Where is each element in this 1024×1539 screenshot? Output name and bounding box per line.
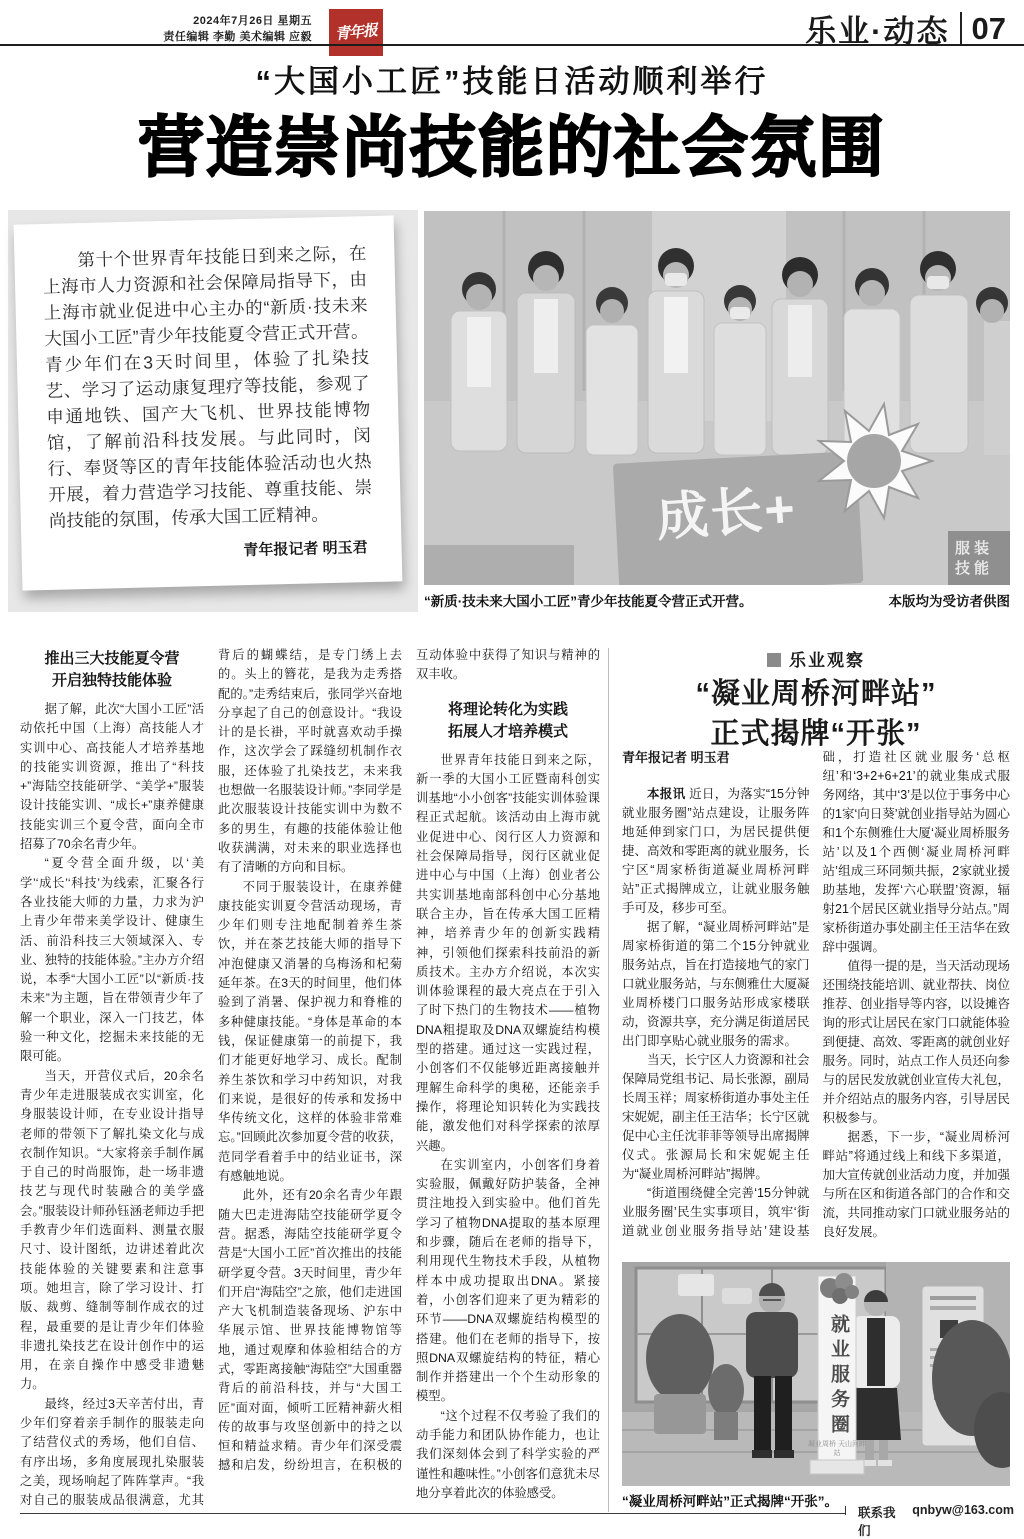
column-subhead: 将理论转化为实践 拓展人才培养模式 — [447, 700, 568, 740]
starburst-center — [847, 434, 901, 488]
plant — [708, 1364, 744, 1416]
masthead-meta — [86, 13, 312, 45]
column-subhead: 推出三大技能夏令营 开启独特技能体验 — [44, 650, 180, 689]
editors-line: 责任编辑 李勤 美术编辑 应毅 — [163, 31, 312, 43]
article-byline: 青年报记者 明玉君 — [622, 750, 730, 765]
body-paragraph: “街道围绕健全完善‘15分钟就业服务圈’民生实事项目，筑牢‘街道就业创业服务指导站’建设基础，打造社区就业服务‘总枢纽’和‘3+2+6+21’的就业集成式服务网络，其中‘3’是以位于事务中心的1家‘向日葵’就创业指导站为圆心和1个东侧雅仕大厦‘凝业周桥服务站’以及1个西侧‘凝业周桥河畔站’组成三环同频共振，2家就业援助基地，发挥‘六心联盟’资源，辐射21个居民区就业指导分站点。”周家桥街道办事处副主任王洁华在致辞中强调。 — [622, 750, 1010, 1238]
body-paragraph: 据悉，下一步，“凝业周桥河畔站”将通过线上和线下多渠道，加大宣传就创业活动力度，并加强与所在区和街道各部门的合作和交流，共同推动家门口就业服务站的良好发展。 — [822, 1130, 1010, 1239]
section-divider — [960, 12, 962, 46]
body-paragraph: 世界青年技能日到来之际，新一季的大国小工匠暨南科创实训基地“小小创客”技能实训体验课程正式起航。该活动由上海市就业促进中心、闵行区人力资源和社会保障局指导，闵行区就业促进中心与中国（上海）创业者公共实训基地南部科创中心分基地联合主办，旨在传承大国工匠精神，培养青少年的创新实践精神，引领他们探索科技前沿的新质技术。主办方介绍说，本次实训体验课程的最大亮点在于引入了时下热门的生物技术——植物DNA粗提取及DNA双螺旋结构模型的搭建。通过这一实践过程，小创客们不仅能够近距离接触并理解生命科学的奥秘，还能亲手操作，将理论知识转化为实践技能，激发他们对科学探索的浓厚兴趣。 — [416, 752, 600, 1153]
observer-headline-line1: “凝业周桥河畔站” — [695, 678, 937, 710]
observer-column-label — [622, 646, 1010, 671]
pillar-sign-text: 就业服务圈 — [828, 1314, 849, 1439]
window-poster — [678, 1274, 714, 1296]
intro-note-card — [14, 215, 403, 590]
body-paragraph: 当天，开营仪式后，20余名青少年走进服装成衣实训室，化身服装设计师，在专业设计指导老师的带领下了解扎染文化与成衣制作知识。“大家将亲手制作属于自己的时尚服饰，赴一场非遗技艺与现代时装融合的美学盛会。”服装设计师孙钰涵老师边手把手教青少年们选面料、测量衣服尺寸、设计图纸，边讲述着此次技能体验的关键要素和注意事项。她坦言，除了学习设计、打版、裁剪、缝制等制作成衣的过程，最重要的是让青少年们体验非遗扎染技艺在设计创作中的运用，在亲自操作中感受非遗魅力。 — [20, 1068, 204, 1392]
photo-credit: 本版均为受访者供图 — [888, 594, 1010, 609]
observer-headline — [622, 674, 1010, 754]
intro-byline: 青年报记者 明玉君 — [243, 539, 368, 560]
body-paragraph: 本报讯 近日，为落实“15分钟就业服务圈”站点建设，让服务阵地延伸到家门口，为居民提供便捷、高效和零距离的就业服务，长宁区“周家桥街道凝业周桥河畔站”正式揭牌成立，让就业服务触手可及，移步可至。 — [622, 787, 810, 915]
footer-contact — [858, 1503, 1014, 1539]
main-article-columns — [20, 646, 600, 1512]
logo-text: 青年报 — [334, 20, 378, 44]
main-headline: 营造崇尚技能的社会氛围 — [138, 110, 886, 184]
footer-rule — [20, 1513, 846, 1514]
body-paragraph: 据了解，此次“大国小工匠”活动依托中国（上海）高技能人才实训中心、高技能人才培养基地的技能实训资源，推出了“科技+”海陆空技能研学、“美学+”服装设计技能实训、“成长+”康养健康技能实训三个夏令营，面向全市招募了70余名青少年。 — [20, 702, 204, 852]
vest-sign-text: 服装技能 — [955, 540, 994, 577]
body-paragraph: 值得一提的是，当天活动现场还围绕技能培训、就业帮扶、岗位推荐、创业指导等内容，以设摊咨询的形式让居民在家门口就能体验到便捷、高效、零距离的就创业好服务。同时，站点工作人员还向参与的居民发放就创业宣传大礼包，并介绍站点的服务内容，引导居民积极参与。 — [822, 959, 1010, 1125]
article-kicker: “大国小工匠”技能日活动顺利举行 — [255, 64, 769, 99]
main-photo-caption-row — [424, 590, 1010, 610]
body-paragraph: 此外，还有20余名青少年跟随大巴走进海陆空技能研学夏令营。据悉，海陆空技能研学夏令营是“大国小工匠”首次推出的技能研学夏令营。3天时间里，青少年们开启“海陆空”之旅，他们走进国产大飞机制造装备现场、沪东中华展示馆、世界技能博物馆等地，通过观摩和体验相结合的方式，零距离接触“海陆空”大国重器背后的前沿科技，并与“大国工匠”面对面，倾听工匠精神薪火相传的故事与攻坚创新中的持之以恒和精益求精。青少年们深受震撼和启发，纷纷坦言，在积极的互动体验中获得了知识与精神的双丰收。 — [218, 648, 600, 1473]
body-paragraph: 最终，经过3天辛苦付出，青少年们穿着亲手制作的服装走向了结营仪式的秀场，他们自信、有序出场，多角度展现扎染服装之美，现场响起了阵阵掌声。“我对自己的服装成品很满意，尤其背后的蝴蝶结，是专门绣上去的。头上的簪花，是我为走秀搭配的。”走秀结束后，张同学兴奋地分享起了自己的创意设计。“我设计的是长褂，平时就喜欢动手操作，这次学会了踩缝纫机制作衣服，还体验了扎染技艺，未来我也想做一名服装设计师。”李同学是此次服装设计技能实训中为数不多的男生，有趣的技能体验让他收获满满，对未来的职业选择也有了清晰的方向和目标。 — [20, 648, 402, 1508]
contact-email: qnbyw@163.com — [912, 1503, 1014, 1517]
date-line: 2024年7月26日 星期五 — [193, 15, 312, 27]
section-title: 乐业·动态 — [805, 14, 950, 49]
pillar-base-text: 凝业周桥 天山河畔站 — [808, 1441, 866, 1457]
unveiling-photo-caption: “凝业周桥河畔站”正式揭牌“开张”。 — [622, 1494, 838, 1509]
page-number: 07 — [971, 10, 1006, 46]
body-paragraph: 在实训室内，小创客们身着实验服，佩戴好防护装备，全神贯注地投入到实验中。他们首先学习了植物DNA提取的基本原理和步骤，随后在老师的指导下，利用现代生物技术手段，从植物样本中成功提取出DNA。紧接着，小创客们迎来了更为精彩的环节——DNA双螺旋结构模型的搭建。他们在老师的指导下，按照DNA双螺旋结构的特征，精心制作并搭建出一个个生动形象的模型。 — [416, 1157, 600, 1404]
photo-caption: “新质·技未来大国小工匠”青少年技能夏令营正式开营。 — [424, 594, 753, 609]
foreground-blur — [424, 545, 574, 585]
growth-sign-text: 成长+ — [654, 479, 799, 548]
main-photo — [424, 211, 1010, 585]
label-square-icon — [767, 653, 781, 667]
observer-columns — [622, 748, 1010, 1258]
plant — [646, 1314, 714, 1402]
body-paragraph: “夏令营全面升级，以‘美学’‘成长’‘科技’为线索，汇聚各行各业技能大师的力量，力求为沪上青少年带来美学设计、健康生活、前沿科技三大领域深入、专业、独特的技能体验。”主办方介绍说，本季“大国小工匠”以“新质·技未来”为主题，旨在带领青少年了解一个职业，深入一门技艺，体验一种文化，挖掘未来技能的无限可能。 — [20, 856, 204, 1064]
body-paragraph: 不同于服装设计，在康养健康技能实训夏令营活动现场，青少年们则专注地配制着养生茶饮，并在茶艺技能大师的指导下冲泡健康又消暑的乌梅汤和杞菊延年茶。在3天的时间里，他们体验到了消暑、保护视力和脊椎的多种健康技能。“身体是革命的本钱，保证健康第一的前提下，我们才能更好地学习、成长。配制养生茶饮和学习中药知识，对我们来说，是很好的传承和发扬中华传统文化，这样的体验非常难忘。”回顾此次参加夏令营的收获，范同学看着手中的结业证书，深有感触地说。 — [218, 879, 402, 1184]
intro-text: 第十个世界青年技能日到来之际，在上海市人力资源和社会保障局指导下，由上海市就业促进中心主办的“新质·技未来大国小工匠”青少年技能夏令营正式开营。青少年们在3天时间里，体验了扎染技艺、学习了运动康复理疗等技能，参观了申通地铁、国产大飞机、世界技能博物馆，了解前沿科技发展。与此同时，闵行、奉贤等区的青年技能体验活动也火热开展，着力营造学习技能、尊重技能、崇尚技能的氛围，传承大国工匠精神。 — [42, 243, 373, 531]
vertical-divider — [608, 648, 609, 1512]
observer-label-text: 乐业观察 — [789, 651, 865, 670]
body-paragraph: 据了解，“凝业周桥河畔站”是周家桥街道的第二个15分钟就业服务站点，旨在打造接地气的家门口就业服务站，与东侧雅仕大厦凝业周桥楼门口服务站形成家楼联动，资源共享，充分满足街道居民出门即享贴心就业服务的需求。 — [622, 920, 810, 1048]
contact-label: 联系我们 — [858, 1506, 896, 1538]
masthead-rule — [0, 44, 1024, 46]
unveiling-photo — [622, 1262, 1010, 1486]
window-poster — [722, 1288, 752, 1304]
planter — [654, 1394, 706, 1434]
newspaper-logo — [329, 9, 383, 56]
body-paragraph: “这个过程不仅考验了我们的动手能力和团队协作能力，也让我们深刻体会到了科学实验的严谨性和趣味性。”小创客们意犹未尽地分享着此次的体验感受。 — [416, 1408, 600, 1500]
footer-rule-tick — [845, 1506, 846, 1515]
observer-headline-line2: 正式揭牌“开张” — [710, 718, 922, 750]
body-paragraph: 当天，长宁区人力资源和社会保障局党组书记、局长张源，副局长周玉祥；周家桥街道办事处主任宋妮妮，副主任王洁华；长宁区就促中心主任沈菲菲等领导出席揭牌仪式。张源局长和宋妮妮主任为“凝业周桥河畔站”揭牌。 — [622, 1053, 810, 1181]
